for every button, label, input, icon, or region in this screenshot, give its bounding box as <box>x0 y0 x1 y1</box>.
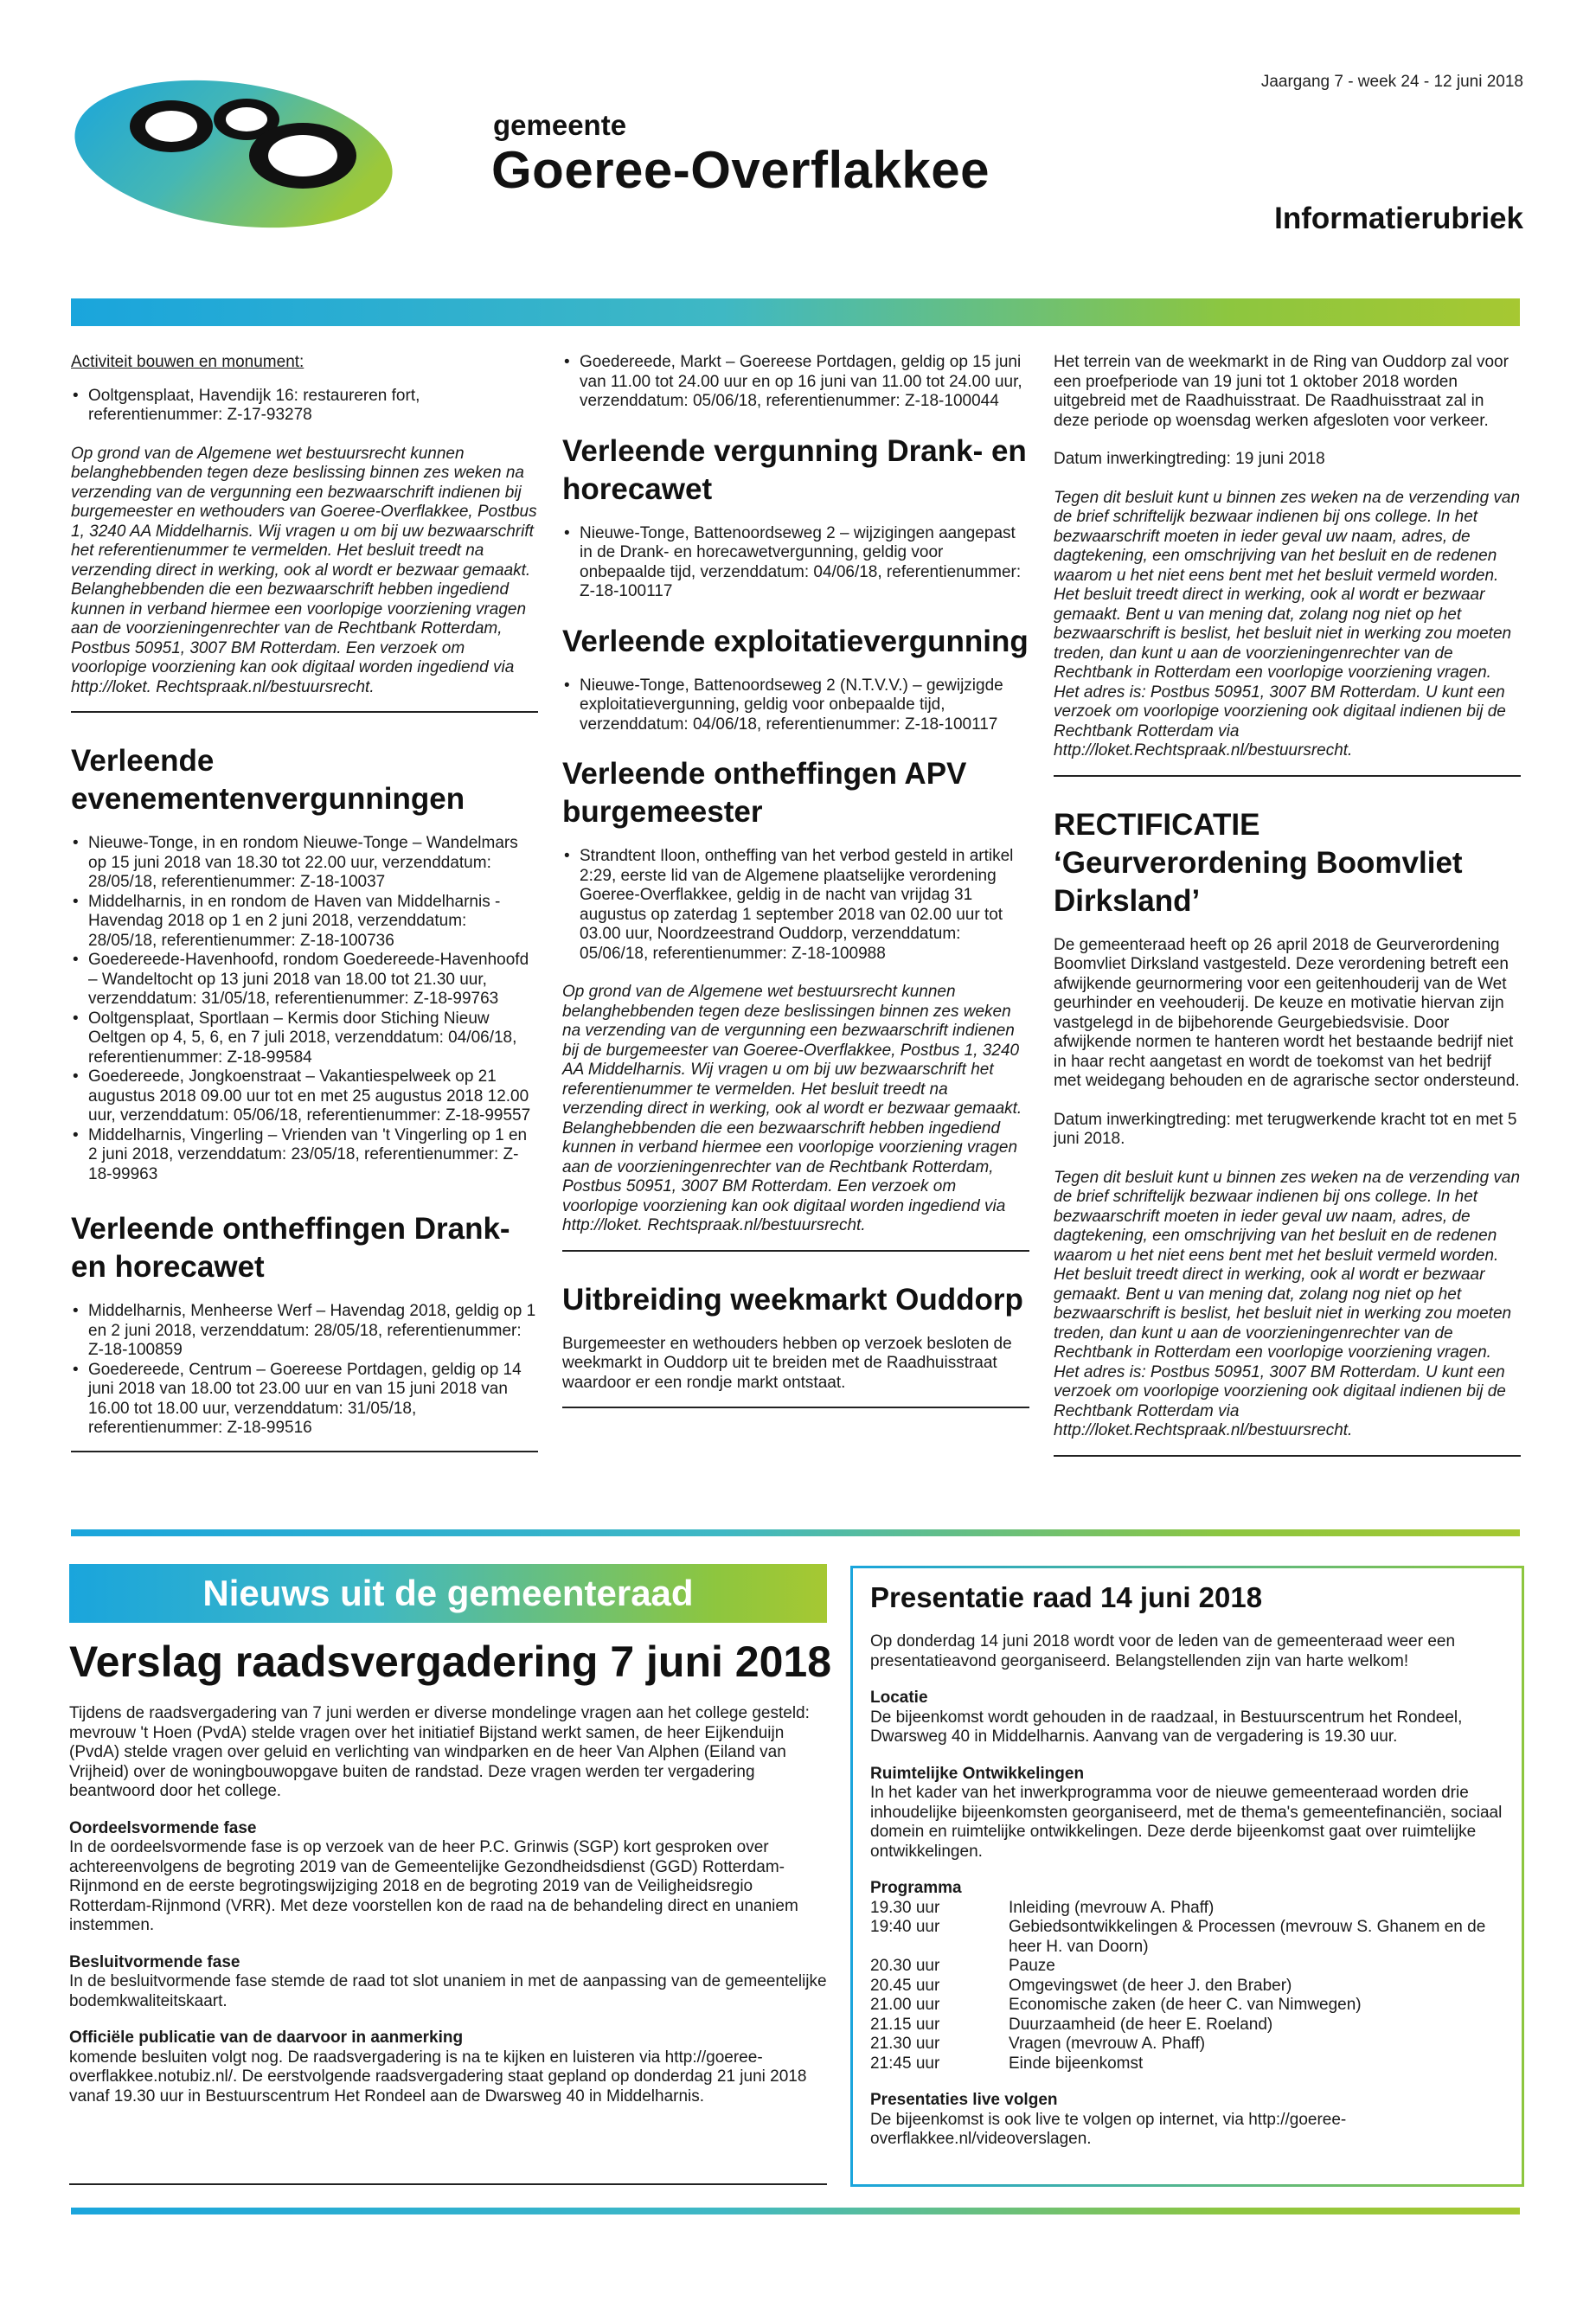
programma-time: 19:40 uur <box>870 1918 940 1936</box>
divider <box>71 711 538 713</box>
programma-desc: Gebiedsontwikkelingen & Processen (mevrouw S. Ghanem en de heer H. van Doorn) <box>1009 1918 1486 1956</box>
column-3 <box>1054 353 1521 1486</box>
heading-evenementen: Verleende evenementenvergunningen <box>71 744 465 816</box>
programma-row <box>870 1957 1506 1977</box>
list-item: • Goedereede, Markt – Goereese Portdagen, geldig op 15 juni van 11.00 tot 24.00 uur en op 16 juni van 11.00 tot 24.00 uur, verzenddatum: 05/06/18, referentienummer: Z-18-100044 <box>562 353 1029 412</box>
list-item: • Nieuwe-Tonge, in en rondom Nieuwe-Tonge – Wandelmars op 15 juni 2018 van 18.30 tot 22.00 uur, verzenddatum: 28/05/18, referentienummer: Z-18-10037 <box>71 834 538 893</box>
list-item: • Middelharnis, Vingerling – Vrienden van 't Vingerling op 1 en 2 juni 2018, verzenddatum: 23/05/18, referentienummer: Z-18-99963 <box>71 1126 538 1185</box>
ruimtelijk-heading: Ruimtelijke Ontwikkelingen <box>870 1764 1085 1783</box>
list-item: • Middelharnis, in en rondom de Haven van Middelharnis - Havendag 2018 op 1 en 2 juni 2018, verzenddatum: 28/05/18, referentienummer: Z-18-100736 <box>71 893 538 952</box>
live-heading: Presentaties live volgen <box>870 2091 1058 2109</box>
column-1 <box>71 353 538 1482</box>
programma-row <box>870 2054 1506 2074</box>
column-2 <box>562 353 1029 1438</box>
list-item: • Middelharnis, Menheerse Werf – Havendag 2018, geldig op 1 en 2 juni 2018, verzenddatum: 28/05/18, referentienummer: Z-18-100859 <box>71 1302 538 1361</box>
rectificatie-text: De gemeenteraad heeft op 26 april 2018 de Geurverordening Boomvliet Dirksland vastgesteld. Deze verordening betreft een afwijkende geurnormering voor een geitenhouderij van de Wet geurhinder en veehouderij. De keuze en motivatie hiervan zijn vastgelegd in de bijbehorende Geurgebiedsvisie. Door afwijkende normen te hanteren wordt het bestaande bedrijf niet in haar recht aangetast en wordt de toekomst van het bedrijf met weidegang behouden en de agrarische sector ondersteund. <box>1054 935 1520 1090</box>
bezwaar-text-2: Op grond van de Algemene wet bestuursrecht kunnen belanghebbenden tegen deze beslissingen binnen zes weken na verzending van de vergunning een bezwaarschrift indienen bij de burgemeester van Goeree-Overflakkee, Postbus 1, 3240 AA Middelharnis. Wij vragen u om bij uw bezwaarschrift het referentienummer te vermelden. Het besluit treedt na verzending direct in werking, ook al wordt er bezwaar gemaakt. Belanghebbenden die een bezwaarschrift hebben ingediend kunnen in verband hiermee een voorlopige voorziening vragen aan de voorzieningenrechter van de Rechtbank Rotterdam, Postbus 50951, 3007 BM Rotterdam. Een verzoek om voorlopige voorziening kan ook digitaal worden ingediend via http://loket. Rechtspraak.nl/bestuursrecht. <box>562 983 1022 1234</box>
portdagen-list <box>562 353 1029 412</box>
list-item: • Goedereede-Havenhoofd, rondom Goedereede-Havenhoofd – Wandeltocht op 13 juni 2018 van 18.00 tot 21.30 uur, verzenddatum: 31/05/18, referentienummer: Z-18-99763 <box>71 951 538 1009</box>
heading-apv: Verleende ontheffingen APV burgemeester <box>562 757 967 829</box>
footer-gradient-line <box>71 2208 1520 2214</box>
logo-subtitle: gemeente <box>493 109 627 141</box>
ruimtelijk-section <box>870 1765 1506 1862</box>
news-banner <box>69 1564 827 1623</box>
presentatie-intro: Op donderdag 14 juni 2018 wordt voor de leden van de gemeenteraad weer een presentatieavond georganiseerd. Belangstellenden zijn van harte welkom! <box>870 1632 1456 1670</box>
programma-row <box>870 1996 1506 2016</box>
programma-time: 20.30 uur <box>870 1957 940 1975</box>
heading-rectificatie: RECTIFICATIE ‘Geurverordening Boomvliet Dirksland’ <box>1054 807 1463 918</box>
weekmarkt-text: Burgemeester en wethouders hebben op verzoek besloten de weekmarkt in Ouddorp uit te breiden met de Raadhuisstraat waardoor er een rondje markt ontstaat. <box>562 1334 1012 1392</box>
programma-desc: Einde bijeenkomst <box>1009 2054 1144 2073</box>
heading-vergunning-drank: Verleende vergunning Drank- en horecawet <box>562 433 1027 506</box>
programma-time: 21.00 uur <box>870 1996 940 2014</box>
programma-desc: Duurzaamheid (de heer E. Roeland) <box>1009 2015 1273 2034</box>
header-gradient-bar <box>71 298 1520 326</box>
list-item: • Ooltgensplaat, Sportlaan – Kermis door Stiching Nieuw Oeltgen op 4, 5, 6, en 7 juli 2018, verzenddatum: 04/06/18, referentienummer: Z-18-99584 <box>71 1009 538 1068</box>
live-section <box>870 2091 1506 2150</box>
act-heading: Activiteit bouwen en monument: <box>71 353 304 371</box>
apv-list <box>562 847 1029 964</box>
programma-time: 21:45 uur <box>870 2054 940 2073</box>
besluit-heading: Besluitvormende fase <box>69 1952 240 1971</box>
list-item: • Goedereede, Jongkoenstraat – Vakantiespelweek op 21 augustus 2018 09.00 uur tot en met 25 augustus 2018 12.00 uur, verzenddatum: 05/06/18, referentienummer: Z-18-99557 <box>71 1067 538 1126</box>
bezwaar-text-1: Op grond van de Algemene wet bestuursrecht kunnen belanghebbenden tegen deze beslissing binnen zes weken na verzending van de vergunning een bezwaarschrift indienen bij burgemeester en wethouders van Goeree-Overflakkee, Postbus 1, 3240 AA Middelharnis. Wij vragen u om bij uw bezwaarschrift het referentienummer te vermelden. Het besluit treedt na verzending direct in werking, ook al wordt er bezwaar gemaakt. Belanghebbenden die een bezwaarschrift hebben ingediend kunnen in verband hiermee een voorlopige voorziening vragen aan de voorzieningenrechter van de Rechtbank Rotterdam, Postbus 50951, 3007 BM Rotterdam. Een verzoek om voorlopige voorziening kan ook digitaal worden ingediend via http://loket. Rechtspraak.nl/bestuursrecht. <box>71 444 537 696</box>
programma-row <box>870 1918 1506 1957</box>
inwerking-date-1: Datum inwerkingtreding: 19 juni 2018 <box>1054 450 1325 468</box>
locatie-heading: Locatie <box>870 1689 928 1707</box>
section-title: Informatierubriek <box>1274 202 1523 235</box>
bezwaar-text-3: Tegen dit besluit kunt u binnen zes weken na de verzending van de brief schriftelijk bezwaar indienen bij ons college. In het bezwaarschrift moeten in ieder geval uw naam, adres, de dagtekening, een omschrijving van het besluit en de redenen waarom u het niet eens bent met het besluit vermeld worden. Het besluit treedt direct in werking, ook al wordt er bezwaar gemaakt. Bent u van mening dat, zolang nog niet op het bezwaarschrift is beslist, het besluit niet in werking zou moeten treden, dan kunt u aan de voorzieningenrechter van de Rechtbank in Rotterdam een voorlopige voorziening vragen. Het adres is: Postbus 50951, 3007 BM Rotterdam. U kunt een verzoek om voorlopige voorziening ook digitaal indienen bij de Rechtbank Rotterdam via http://loket.Rechtspraak.nl/bestuursrecht. <box>1054 488 1521 760</box>
presentatie-title: Presentatie raad 14 juni 2018 <box>870 1581 1263 1613</box>
locatie-section <box>870 1689 1506 1747</box>
publicatie-heading: Officiële publicatie van de daarvoor in aanmerking <box>69 2029 464 2047</box>
programma-time: 21.15 uur <box>870 2015 940 2034</box>
verslag-intro: Tijdens de raadsvergadering van 7 juni werden er diverse mondelinge vragen aan het college gesteld: mevrouw 't Hoen (PvdA) stelde vragen over het initiatief Bijstand werkt samen, de heer Eijkenduijn (PvdA) stelde vragen over geluid en verlichting van windparken en de heer Van Alphen (Eiland van Vrijheid) over de woningbouwopgave buiten de randstad. Deze vragen werden ter vergadering beantwoord door het college. <box>69 1704 810 1800</box>
list-item: • Nieuwe-Tonge, Battenoordseweg 2 (N.T.V.V.) – gewijzigde exploitatievergunning, geldig voor onbepaalde tijd, verzenddatum: 04/06/18, referentienummer: Z-18-100117 <box>562 676 1029 735</box>
inwerking-date-2: Datum inwerkingtreding: met terugwerkende kracht tot en met 5 juni 2018. <box>1054 1110 1517 1148</box>
verslag-title: Verslag raadsvergadering 7 juni 2018 <box>69 1638 832 1686</box>
presentatie-box <box>850 1566 1524 2187</box>
weekmarkt-text-2: Het terrein van de weekmarkt in de Ring van Ouddorp zal voor een proefperiode van 19 juni tot 1 oktober 2018 worden uitgebreid met de Raadhuisstraat. De Raadhuisstraat zal in deze periode op woensdag werken afgesloten voor verkeer. <box>1054 353 1509 430</box>
programma-row <box>870 1899 1506 1919</box>
programma-row <box>870 2016 1506 2035</box>
verslag-body <box>69 1704 827 2124</box>
programma-desc: Omgevingswet (de heer J. den Braber) <box>1009 1976 1292 1995</box>
municipality-logo <box>69 76 450 258</box>
divider <box>562 1407 1029 1408</box>
heading-ontheffingen-drank: Verleende ontheffingen Drank- en horecawet <box>71 1212 510 1284</box>
programma-section <box>870 1879 1506 2073</box>
section-gradient-line <box>71 1529 1520 1536</box>
divider <box>1054 1455 1521 1457</box>
oordeel-text: In de oordeelsvormende fase is op verzoek van de heer P.C. Grinwis (SGP) kort gesproken over achtereenvolgens de begroting 2019 van de Gemeentelijke Gezondheidsdienst (GGD) Rotterdam-Rijnmond en de eerste begrotingswijziging 2018 en de begroting 2019 van de Veiligheidsregio Rotterdam-Rijnmond (VRR). Met deze voorstellen kon de raad na de behandeling direct en unaniem instemmen. <box>69 1838 798 1934</box>
programma-desc: Economische zaken (de heer C. van Nimwegen) <box>1009 1996 1362 2014</box>
besluit-text: In de besluitvormende fase stemde de raad tot slot unaniem in met de aanpassing van de gemeentelijke bodemkwaliteitskaart. <box>69 1972 827 2010</box>
ontheffingen-list <box>71 1302 538 1439</box>
programma-time: 21.30 uur <box>870 2035 940 2053</box>
list-item: • Goedereede, Centrum – Goereese Portdagen, geldig op 14 juni 2018 van 18.00 tot 23.00 uur en van 15 juni 2018 van 16.00 tot 18.00 uur, verzenddatum: 31/05/18, referentienummer: Z-18-99516 <box>71 1361 538 1439</box>
ruimtelijk-text: In het kader van het inwerkprogramma voor de nieuwe gemeenteraad worden drie inhoudelijke bijeenkomsten georganiseerd, met de thema's gemeentefinanciën, sociaal domein en ruimtelijke ontwikkelingen. Deze derde bijeenkomst gaat over ruimtelijke ontwikkelingen. <box>870 1784 1503 1861</box>
list-item: • Ooltgensplaat, Havendijk 16: restaureren fort, referentienummer: Z-17-93278 <box>71 387 538 426</box>
vergunning-list <box>562 524 1029 602</box>
besluit-section <box>69 1953 827 2012</box>
news-banner-title: Nieuws uit de gemeenteraad <box>202 1573 694 1613</box>
programma-desc: Vragen (mevrouw A. Phaff) <box>1009 2035 1206 2053</box>
publicatie-section <box>69 2029 827 2106</box>
programma-row <box>870 1977 1506 1997</box>
locatie-text: De bijeenkomst wordt gehouden in de raadzaal, in Bestuurscentrum het Rondeel, Dwarsweg 40 in Middelharnis. Aanvang van de vergadering is 19.30 uur. <box>870 1708 1463 1746</box>
live-text: De bijeenkomst is ook live te volgen op internet, via http://goeree-overflakkee.nl/videoverslagen. <box>870 2110 1347 2148</box>
evenementen-list <box>71 834 538 1184</box>
divider <box>1054 775 1521 777</box>
oordeel-heading: Oordeelsvormende fase <box>69 1818 257 1837</box>
list-item: • Strandtent Iloon, ontheffing van het verbod gesteld in artikel 2:29, eerste lid van de Algemene plaatselijke verordening Goeree-Overflakkee, geldig in de nacht van vrijdag 31 augustus op zaterdag 1 september 2018 van 02.00 uur tot 03.00 uur, Noordzeestrand Ouddorp, verzenddatum: 05/06/18, referentienummer: Z-18-100988 <box>562 847 1029 964</box>
programma-row <box>870 2035 1506 2054</box>
programma-heading: Programma <box>870 1879 962 1897</box>
heading-weekmarkt: Uitbreiding weekmarkt Ouddorp <box>562 1282 1023 1317</box>
publicatie-text: komende besluiten volgt nog. De raadsvergadering is na te kijken en luisteren via http://goeree-overflakkee.notubiz.nl/. De eerstvolgende raadsvergadering staat gepland op donderdag 21 juni 2018 vanaf 19.30 uur in Bestuurscentrum Het Rondeel aan de Dwarsweg 40 in Middelharnis. <box>69 2048 807 2106</box>
bezwaar-text-4: Tegen dit besluit kunt u binnen zes weken na de verzending van de brief schriftelijk bezwaar indienen bij ons college. In het bezwaarschrift moeten in ieder geval uw naam, adres, de dagtekening, een omschrijving van het besluit en de redenen waarom u het niet eens bent met het besluit vermeld worden. Het besluit treedt direct in werking, ook al wordt er bezwaar gemaakt. Bent u van mening dat, zolang nog niet op het bezwaarschrift is beslist, het besluit niet in werking zou moeten treden, dan kunt u aan de voorzieningenrechter van de Rechtbank in Rotterdam een voorlopige voorziening vragen. Het adres is: Postbus 50951, 3007 BM Rotterdam. U kunt een verzoek om voorlopige voorziening ook digitaal indienen bij de Rechtbank Rotterdam via http://loket.Rechtspraak.nl/bestuursrecht. <box>1054 1168 1521 1439</box>
programma-desc: Inleiding (mevrouw A. Phaff) <box>1009 1898 1215 1917</box>
programma-time: 20.45 uur <box>870 1976 940 1995</box>
exploitatie-list <box>562 676 1029 735</box>
dateline: Jaargang 7 - week 24 - 12 juni 2018 <box>1260 73 1523 91</box>
act-list <box>71 387 538 426</box>
programma-desc: Pauze <box>1009 1957 1055 1975</box>
oordeel-section <box>69 1819 827 1936</box>
heading-exploitatie: Verleende exploitatievergunning <box>562 624 1029 658</box>
municipality-name: Goeree-Overflakkee <box>491 141 990 199</box>
list-item: • Nieuwe-Tonge, Battenoordseweg 2 – wijzigingen aangepast in de Drank- en horecawetvergunning, geldig voor onbepaalde tijd, verzenddatum: 04/06/18, referentienummer: Z-18-100117 <box>562 524 1029 602</box>
divider <box>562 1250 1029 1252</box>
divider <box>69 2183 827 2185</box>
divider <box>71 1451 538 1452</box>
programma-time: 19.30 uur <box>870 1898 940 1917</box>
